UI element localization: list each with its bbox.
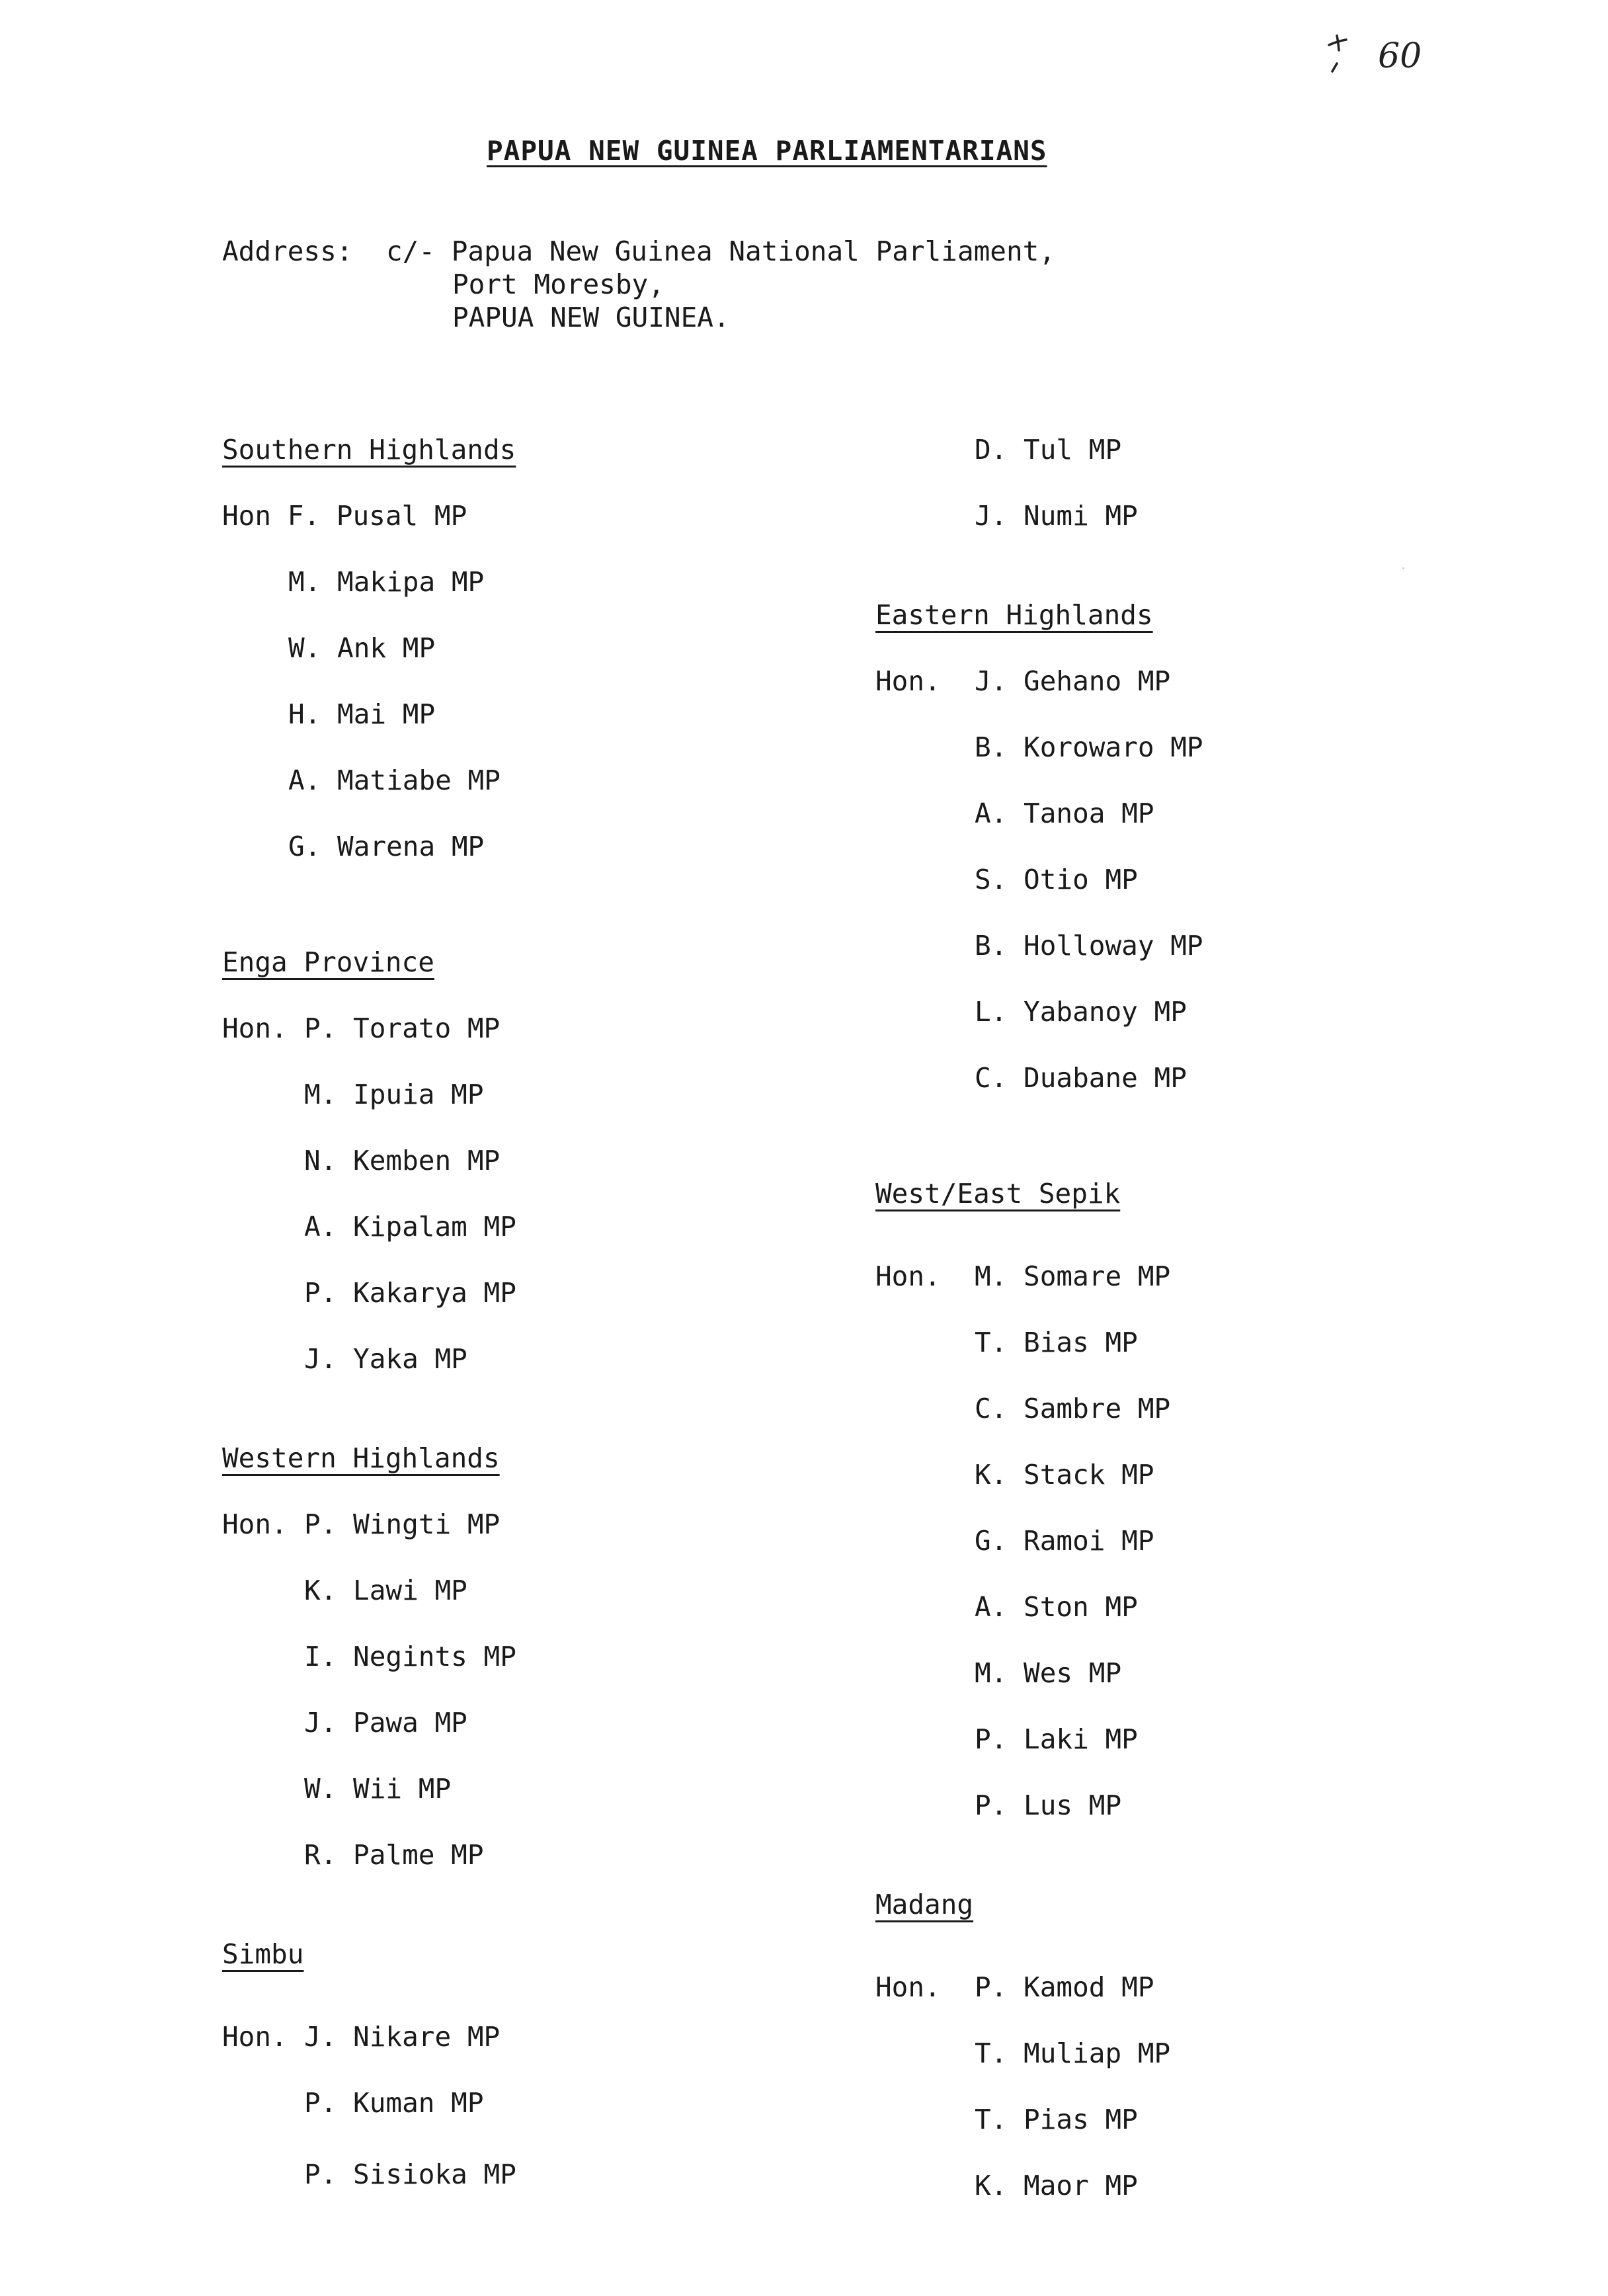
member-kipalam: A. Kipalam MP [304, 1211, 516, 1243]
member-ramoi: G. Ramoi MP [975, 1525, 1154, 1557]
member-otio: S. Otio MP [975, 864, 1138, 895]
member-tul: D. Tul MP [975, 434, 1122, 466]
page-title: PAPUA NEW GUINEA PARLIAMENTARIANS [487, 135, 1047, 167]
member-korowaro: B. Korowaro MP [975, 731, 1203, 763]
member-somare: M. Somare MP [975, 1260, 1171, 1292]
member-gehano: J. Gehano MP [975, 665, 1171, 697]
member-wes: M. Wes MP [975, 1657, 1122, 1689]
hon-prefix: Hon. [222, 2021, 288, 2053]
hon-prefix: Hon. [222, 1508, 288, 1540]
member-laki: P. Laki MP [975, 1723, 1138, 1755]
hon-prefix: Hon. [875, 665, 941, 697]
hon-prefix: Hon. [875, 1971, 941, 2003]
member-stack: K. Stack MP [975, 1459, 1154, 1491]
member-warena: G. Warena MP [288, 831, 485, 862]
member-duabane: C. Duabane MP [975, 1062, 1187, 1094]
member-ank: W. Ank MP [288, 632, 436, 664]
handwritten-annotation [1322, 33, 1435, 86]
hon-prefix: Hon. [222, 1012, 288, 1044]
member-yaka: J. Yaka MP [304, 1343, 467, 1375]
member-numi: J. Numi MP [975, 500, 1138, 532]
member-mai: H. Mai MP [288, 698, 436, 730]
member-nikare: J. Nikare MP [304, 2021, 501, 2053]
section-heading-southern-highlands: Southern Highlands [222, 434, 516, 466]
member-kemben: N. Kemben MP [304, 1145, 501, 1176]
member-muliap: T. Muliap MP [975, 2037, 1171, 2069]
section-heading-eastern-highlands: Eastern Highlands [875, 599, 1153, 631]
member-pias: T. Pias MP [975, 2104, 1138, 2135]
member-sisioka: P. Sisioka MP [304, 2158, 516, 2190]
member-wii: W. Wii MP [304, 1773, 452, 1805]
address-line-3: PAPUA NEW GUINEA. [452, 302, 730, 333]
member-kamod: P. Kamod MP [975, 1971, 1154, 2003]
section-heading-enga: Enga Province [222, 946, 434, 978]
member-ston: A. Ston MP [975, 1591, 1138, 1623]
section-heading-madang: Madang [875, 1889, 974, 1920]
member-tanoa: A. Tanoa MP [975, 798, 1154, 829]
member-negints: I. Negints MP [304, 1641, 516, 1672]
member-sambre: C. Sambre MP [975, 1393, 1171, 1424]
member-maor: K. Maor MP [975, 2170, 1138, 2201]
member-holloway: B. Holloway MP [975, 930, 1203, 962]
section-heading-western-highlands: Western Highlands [222, 1442, 500, 1474]
address-label: Address: [222, 235, 353, 267]
section-heading-simbu: Simbu [222, 1938, 304, 1970]
member-pawa: J. Pawa MP [304, 1707, 467, 1739]
address-line-1: c/- Papua New Guinea National Parliament, [386, 235, 1056, 267]
member-ipuia: M. Ipuia MP [304, 1079, 484, 1110]
member-matiabe: A. Matiabe MP [288, 764, 501, 796]
member-yabanoy: L. Yabanoy MP [975, 996, 1187, 1028]
member-bias: T. Bias MP [975, 1327, 1138, 1358]
member-wingti: P. Wingti MP [304, 1508, 501, 1540]
member-makipa: M. Makipa MP [288, 566, 485, 598]
member-lus: P. Lus MP [975, 1789, 1122, 1821]
annotation-number: 60 [1378, 36, 1422, 76]
hon-prefix: Hon. [875, 1260, 941, 1292]
section-heading-west-east-sepik: West/East Sepik [875, 1178, 1121, 1210]
member-pusal: Hon F. Pusal MP [222, 500, 467, 532]
member-kakarya: P. Kakarya MP [304, 1277, 516, 1309]
scan-speck [1402, 567, 1404, 569]
member-kuman: P. Kuman MP [304, 2087, 484, 2119]
member-torato: P. Torato MP [304, 1012, 501, 1044]
member-palme: R. Palme MP [304, 1839, 484, 1871]
member-lawi: K. Lawi MP [304, 1575, 467, 1606]
address-line-2: Port Moresby, [452, 268, 664, 300]
